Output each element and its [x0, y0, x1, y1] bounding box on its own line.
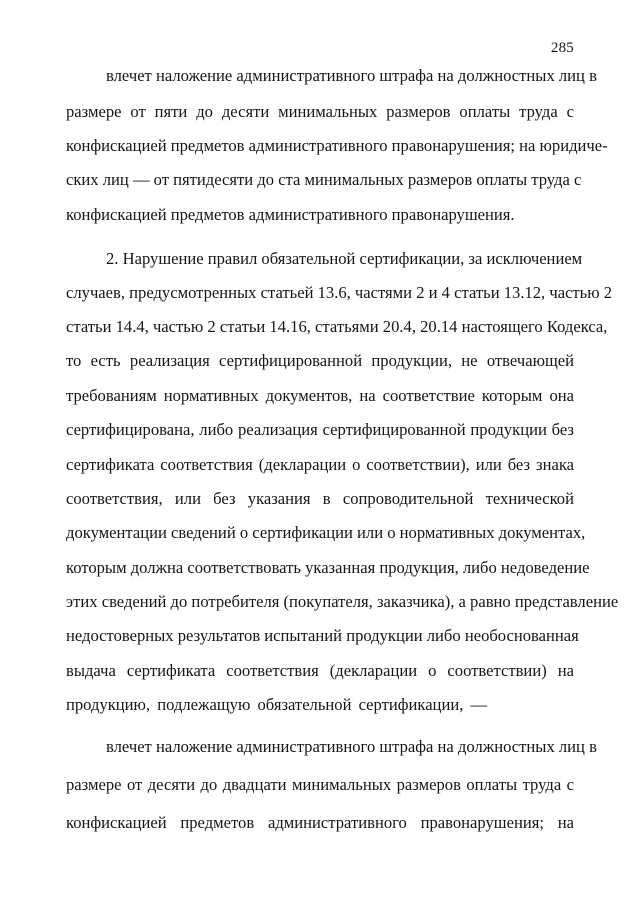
text-line: выдача сертификата соответствия (декларации о соответствии) на: [66, 661, 574, 680]
text-line: конфискацией предметов административного правонарушения; на юридиче-: [66, 136, 608, 155]
text-line: которым должна соответствовать указанная продукция, либо недоведение: [66, 558, 590, 577]
text-line: 2. Нарушение правил обязательной сертификации, за исключением: [106, 249, 583, 268]
text-line: то есть реализация сертифицированной продукции, не отвечающей: [66, 351, 574, 370]
text-line: этих сведений до потребителя (покупателя, заказчика), а равно представление: [66, 592, 619, 611]
text-line: конфискацией предметов административного правонарушения; на: [66, 813, 574, 832]
text-line: размере от десяти до двадцати минимальных размеров оплаты труда с: [66, 775, 574, 794]
text-line: случаев, предусмотренных статьей 13.6, частями 2 и 4 статьи 13.12, частью 2: [66, 283, 613, 302]
text-line: требованиям нормативных документов, на соответствие которым она: [66, 386, 574, 405]
text-line: документации сведений о сертификации или о нормативных документах,: [66, 523, 586, 542]
text-line: влечет наложение административного штрафа на должностных лиц в: [106, 737, 597, 756]
text-line: продукцию, подлежащую обязательной сертификации, —: [66, 695, 488, 714]
text-line: соответствия, или без указания в сопроводительной технической: [66, 489, 574, 508]
text-line: ских лиц — от пятидесяти до ста минимальных размеров оплаты труда с: [66, 170, 582, 189]
text-line: влечет наложение административного штрафа на должностных лиц в: [106, 66, 597, 85]
text-line: конфискацией предметов административного правонарушения.: [66, 205, 515, 224]
text-line: сертифицирована, либо реализация сертифицированной продукции без: [66, 420, 574, 439]
page-number: 285: [550, 40, 574, 56]
text-line: недостоверных результатов испытаний продукции либо необоснованная: [66, 626, 579, 645]
text-line: размере от пяти до десяти минимальных размеров оплаты труда с: [66, 102, 574, 121]
text-line: сертификата соответствия (декларации о соответствии), или без знака: [66, 455, 574, 474]
text-line: статьи 14.4, частью 2 статьи 14.16, статьями 20.4, 20.14 настоящего Кодекса,: [66, 317, 608, 336]
